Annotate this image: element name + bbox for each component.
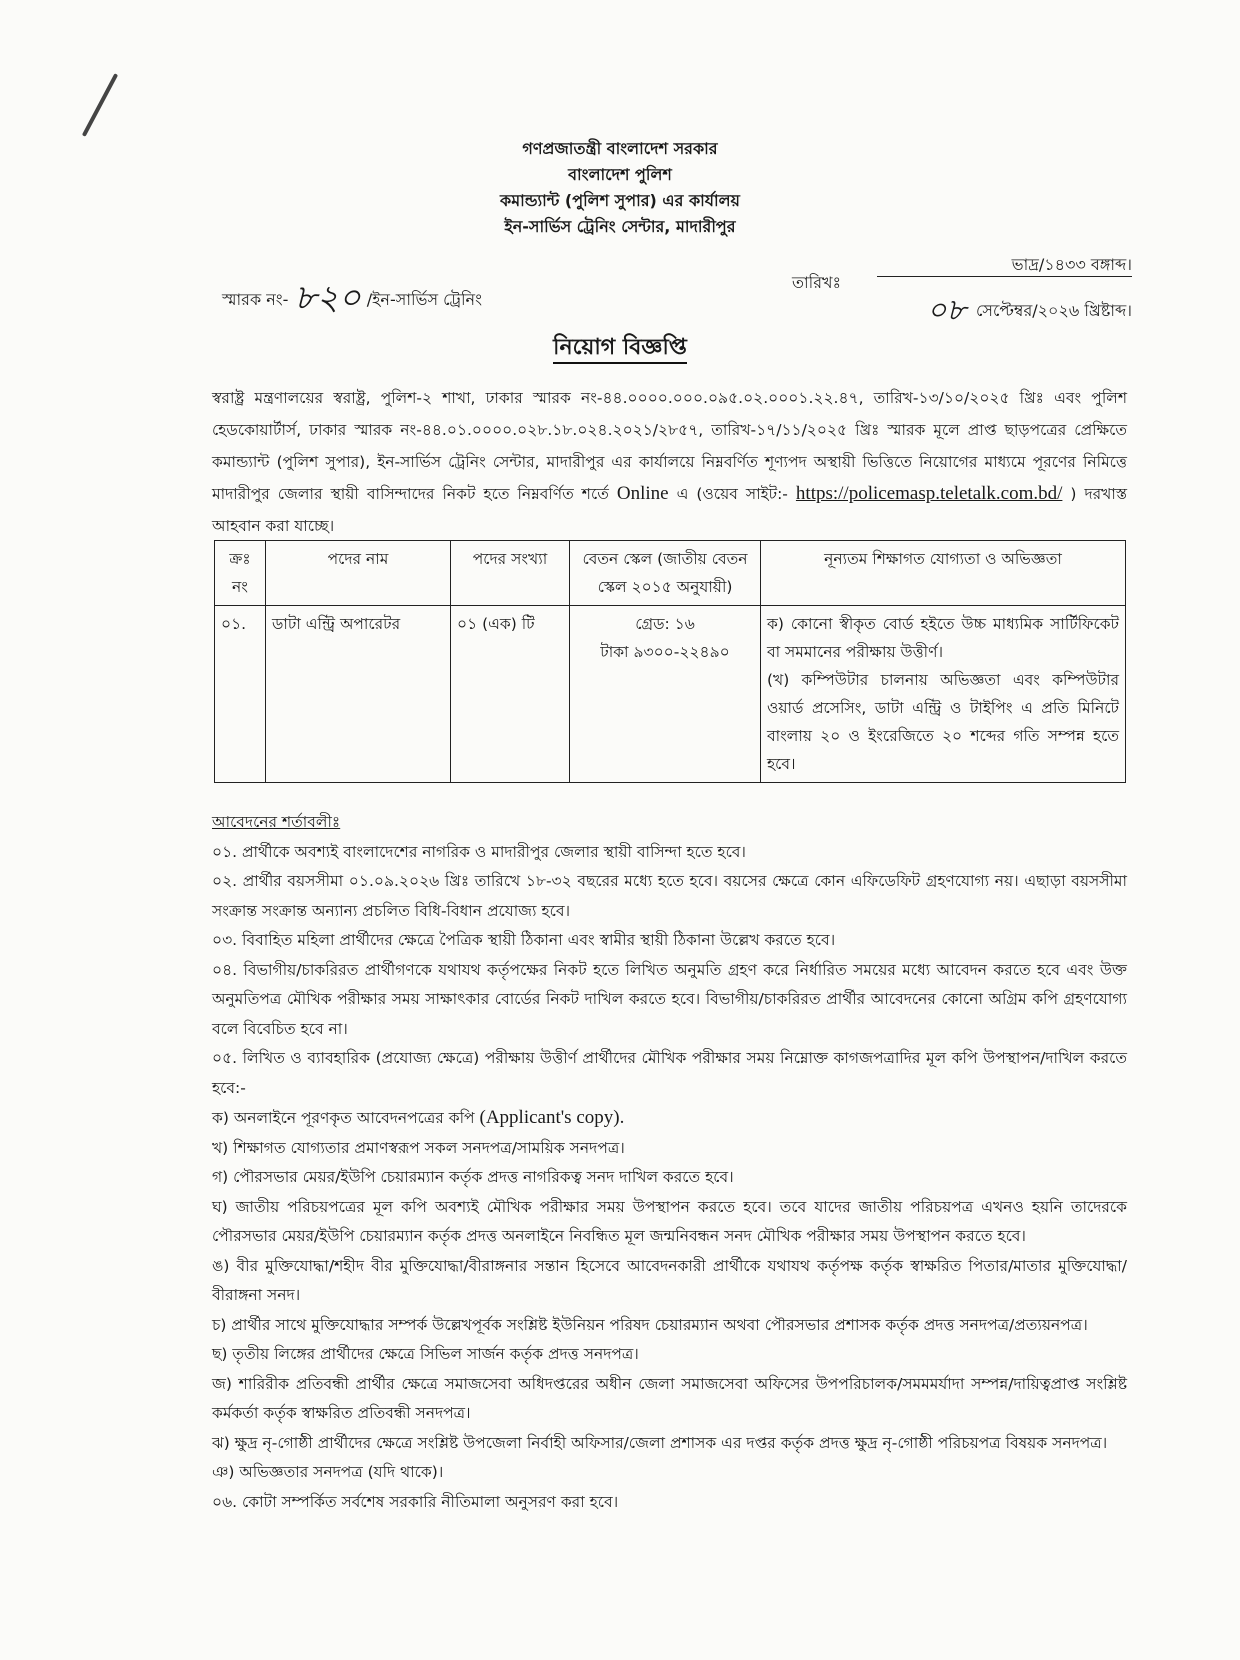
- document-ka-text: ক) অনলাইনে পূরণকৃত আবেদনপত্রের কপি: [212, 1109, 475, 1127]
- pen-mark: [82, 73, 118, 137]
- memo-number: [222, 268, 482, 325]
- pay-range: টাকা ৯৩০০-২২৪৯০: [600, 643, 730, 661]
- condition-4: ০৪. বিভাগীয়/চাকরিরত প্রার্থীগণকে যথাযথ কর্তৃপক্ষের নিকট হতে লিখিত অনুমতি গ্রহণ করে নির্ধারিত সময়ের মধ্যে আবেদন করতে হবে এবং উক্ত অনুমতিপত্র মৌখিক পরীক্ষার সময় সাক্ষাৎকার বোর্ডের নিকট দাখিল করতে হবে। বিভাগীয়/চাকরিরত প্রার্থীর আবেদনের কোনো অগ্রিম কপি গ্রহণযোগ্য বলে বিবেচিত হবে না।: [212, 960, 1127, 1038]
- memo-handwritten-number: ৮২০: [294, 278, 361, 318]
- cell-serial: ০১.: [215, 606, 266, 783]
- table-row: [215, 606, 1126, 783]
- condition-5: ০৫. লিখিত ও ব্যাবহারিক (প্রযোজ্য ক্ষেত্রে) পরীক্ষায় উত্তীর্ণ প্রার্থীদের মৌখিক পরীক্ষার সময় নিম্নোক্ত কাগজপত্রাদির মূল কপি উপস্থাপন/দাখিল করতে হবে:-: [212, 1049, 1127, 1097]
- document-umo: ঙ) বীর মুক্তিযোদ্ধা/শহীদ বীর মুক্তিযোদ্ধা/বীরাঙ্গনার সন্তান হিসেবে আবেদনকারী প্রার্থীকে যথাযথ কর্তৃপক্ষ কর্তৃক স্বাক্ষরিত পিতার/মাতার মুক্তিযোদ্ধা/বীরাঙ্গনা সনদ।: [212, 1256, 1127, 1304]
- date-day-handwritten: ০৮: [926, 293, 966, 328]
- date-month-year: সেপ্টেম্বর/২০২৬ খ্রিষ্টাব্দ।: [975, 301, 1132, 320]
- notice-title: [0, 330, 1240, 367]
- conditions-section: [212, 808, 1127, 1517]
- intro-online: Online: [616, 483, 669, 504]
- table-header-row: [215, 541, 1126, 606]
- application-link[interactable]: https://policemasp.teletalk.com.bd/: [795, 483, 1063, 504]
- memo-suffix: /ইন-সার্ভিস ট্রেনিং: [366, 290, 482, 309]
- date-english: [927, 282, 1132, 333]
- qualification-a: ক) কোনো স্বীকৃত বোর্ড হইতে উচ্চ মাধ্যমিক সার্টিফিকেট বা সমমানের পরীক্ষায় উত্তীর্ণ।: [767, 615, 1119, 661]
- condition-2: ০২. প্রার্থীর বয়সসীমা ০১.০৯.২০২৬ খ্রিঃ তারিখে ১৮-৩২ বছরের মধ্যে হতে হবে। বয়সের ক্ষেত্রে কোন এফিডেফিট গ্রহণযোগ্য নয়। এছাড়া বয়সসীমা সংক্রান্ত সংক্রান্ত অন্যান্য প্রচলিত বিধি-বিধান প্রযোজ্য হবে।: [212, 872, 1127, 920]
- condition-1: ০১. প্রার্থীকে অবশ্যই বাংলাদেশের নাগরিক ও মাদারীপুর জেলার স্থায়ী বাসিন্দা হতে হবে।: [212, 842, 746, 861]
- document-chha: ছ) তৃতীয় লিঙ্গের প্রার্থীদের ক্ষেত্রে সিভিল সার্জন কর্তৃক প্রদত্ত সনদপত্র।: [212, 1345, 639, 1363]
- document-ja: জ) শারিরীক প্রতিবন্ধী প্রার্থীর ক্ষেত্রে সমাজসেবা অধিদপ্তরের অধীন জেলা সমাজসেবা অফিসের উপপরিচালক/সমমমর্যাদা সম্পন্ন/দায়িত্বপ্রাপ্ত সংশ্লিষ্ট কর্মকর্তা কর্তৃক স্বাক্ষরিত প্রতিবন্ধী সনদপত্র।: [212, 1374, 1127, 1422]
- col-post-name: পদের নাম: [266, 541, 451, 606]
- condition-6: ০৬. কোটা সম্পর্কিত সর্বশেষ সরকারি নীতিমালা অনুসরণ করা হবে।: [212, 1492, 619, 1511]
- document-nya: ঞ) অভিজ্ঞতার সনদপত্র (যদি থাকে)।: [212, 1463, 444, 1481]
- conditions-heading: আবেদনের শর্তাবলীঃ: [212, 813, 341, 831]
- intro-text: স্বরাষ্ট্র মন্ত্রণালয়ের স্বরাষ্ট্র, পুলিশ-২ শাখা, ঢাকার স্মারক নং-৪৪.০০০০.০০০.০৯৫.০২.০০০১.২২.৪৭, তারিখ-১৩/১০/২০২৫ খ্রিঃ এবং পুলিশ হেডকোয়ার্টার্স, ঢাকার স্মারক নং-৪৪.০১.০০০০.০২৮.১৮.০২৪.২০২১/২৮৫৭, তারিখ-১৭/১১/২০২৫ খ্রিঃ স্মারক মূলে প্রাপ্ত ছাড়পত্রের প্রেক্ষিতে কমান্ড্যান্ট (পুলিশ সুপার), ইন-সার্ভিস ট্রেনিং সেন্টার, মাদারীপুর এর কার্যালয়ে নিম্নবর্ণিত শূণ্যপদ অস্থায়ী ভিত্তিতে নিয়োগের মাধ্যমে পূরণের নিমিত্তে মাদারীপুর জেলার স্থায়ী বাসিন্দাদের নিকট হতে নিম্নবর্ণিত শর্তে: [212, 389, 1127, 503]
- document-jha: ঝ) ক্ষুদ্র নৃ-গোষ্ঠী প্রার্থীদের ক্ষেত্রে সংশ্লিষ্ট উপজেলা নির্বাহী অফিসার/জেলা প্রশাসক এর দপ্তর কর্তৃক প্রদত্ত ক্ষুদ্র নৃ-গোষ্ঠী পরিচয়পত্র বিষয়ক সনদপত্র।: [212, 1433, 1108, 1452]
- date-label: তারিখঃ: [792, 273, 842, 292]
- posts-table: [214, 540, 1126, 783]
- header-center: ইন-সার্ভিস ট্রেনিং সেন্টার, মাদারীপুর: [504, 217, 736, 236]
- cell-qualification: [761, 606, 1126, 783]
- document-kha: খ) শিক্ষাগত যোগ্যতার প্রমাণস্বরূপ সকল সনদপত্র/সাময়িক সনদপত্র।: [212, 1138, 625, 1157]
- col-qualification: নূন্যতম শিক্ষাগত যোগ্যতা ও অভিজ্ঞতা: [761, 541, 1126, 606]
- intro-site-prefix: এ (ওয়েব সাইট:-: [676, 485, 788, 503]
- document-ka-en: (Applicant's copy).: [479, 1107, 625, 1128]
- document-ka: [212, 1103, 1127, 1134]
- cell-pay-scale: [570, 606, 761, 783]
- col-post-count: পদের সংখ্যা: [451, 541, 570, 606]
- header-office: কমান্ড্যান্ট (পুলিশ সুপার) এর কার্যালয়: [500, 191, 740, 210]
- intro-site-suffix: ) দরখাস্ত আহবান করা যাচ্ছে।: [212, 485, 1127, 535]
- header-govt: গণপ্রজাতন্ত্রী বাংলাদেশ সরকার: [522, 139, 718, 158]
- date-bangla: ভাদ্র/১৪৩৩ বঙ্গাব্দ।: [1011, 255, 1132, 274]
- condition-3: ০৩. বিবাহিত মহিলা প্রার্থীদের ক্ষেত্রে পৈত্রিক স্থায়ী ঠিকানা এবং স্বামীর স্থায়ী ঠিকানা উল্লেখ করতে হবে।: [212, 931, 836, 949]
- notice-title-text: নিয়োগ বিজ্ঞপ্তি: [553, 335, 687, 364]
- cell-post-name: ডাটা এন্ট্রি অপারেটর: [266, 606, 451, 783]
- memo-row: [222, 255, 1132, 328]
- memo-label: স্মারক নং-: [222, 290, 289, 309]
- pay-grade: গ্রেড: ১৬: [635, 615, 695, 633]
- document-gha: ঘ) জাতীয় পরিচয়পত্রের মূল কপি অবশ্যই মৌখিক পরীক্ষার সময় উপস্থাপন করতে হবে। তবে যাদের জাতীয় পরিচয়পত্র এখনও হয়নি তাদেরকে পৌরসভার মেয়র/ইউপি চেয়ারম্যান কর্তৃক প্রদত্ত অনলাইনে নিবন্ধিত মূল জন্মনিবন্ধন সনদ মৌখিক পরীক্ষার সময় উপস্থাপন করতে হবে।: [212, 1197, 1127, 1245]
- col-pay-scale: বেতন স্কেল (জাতীয় বেতন স্কেল ২০১৫ অনুযায়ী): [570, 541, 761, 606]
- header-police: বাংলাদেশ পুলিশ: [568, 165, 672, 184]
- memo-date: [792, 255, 1132, 328]
- cell-post-count: ০১ (এক) টি: [451, 606, 570, 783]
- col-serial: ক্রঃ নং: [215, 541, 266, 606]
- date-divider: [877, 276, 1132, 277]
- document-cha: চ) প্রার্থীর সাথে মুক্তিযোদ্ধার সম্পর্ক উল্লেখপূর্বক সংশ্লিষ্ট ইউনিয়ন পরিষদ চেয়ারম্যান অথবা পৌরসভার প্রশাসক কর্তৃক প্রদত্ত সনদপত্র/প্রত্যয়নপত্র।: [212, 1315, 1088, 1334]
- qualification-b: (খ) কম্পিউটার চালনায় অভিজ্ঞতা এবং কম্পিউটার ওয়ার্ড প্রসেসিং, ডাটা এন্ট্রি ও টাইপিং এ প্রতি মিনিটে বাংলায় ২০ ও ইংরেজিতে ২০ শব্দের গতি সম্পন্ন হতে হবে।: [767, 671, 1119, 773]
- intro-paragraph: [212, 382, 1127, 542]
- office-header: [0, 136, 1240, 240]
- document-ga: গ) পৌরসভার মেয়র/ইউপি চেয়ারম্যান কর্তৃক প্রদত্ত নাগরিকত্ব সনদ দাখিল করতে হবে।: [212, 1168, 734, 1186]
